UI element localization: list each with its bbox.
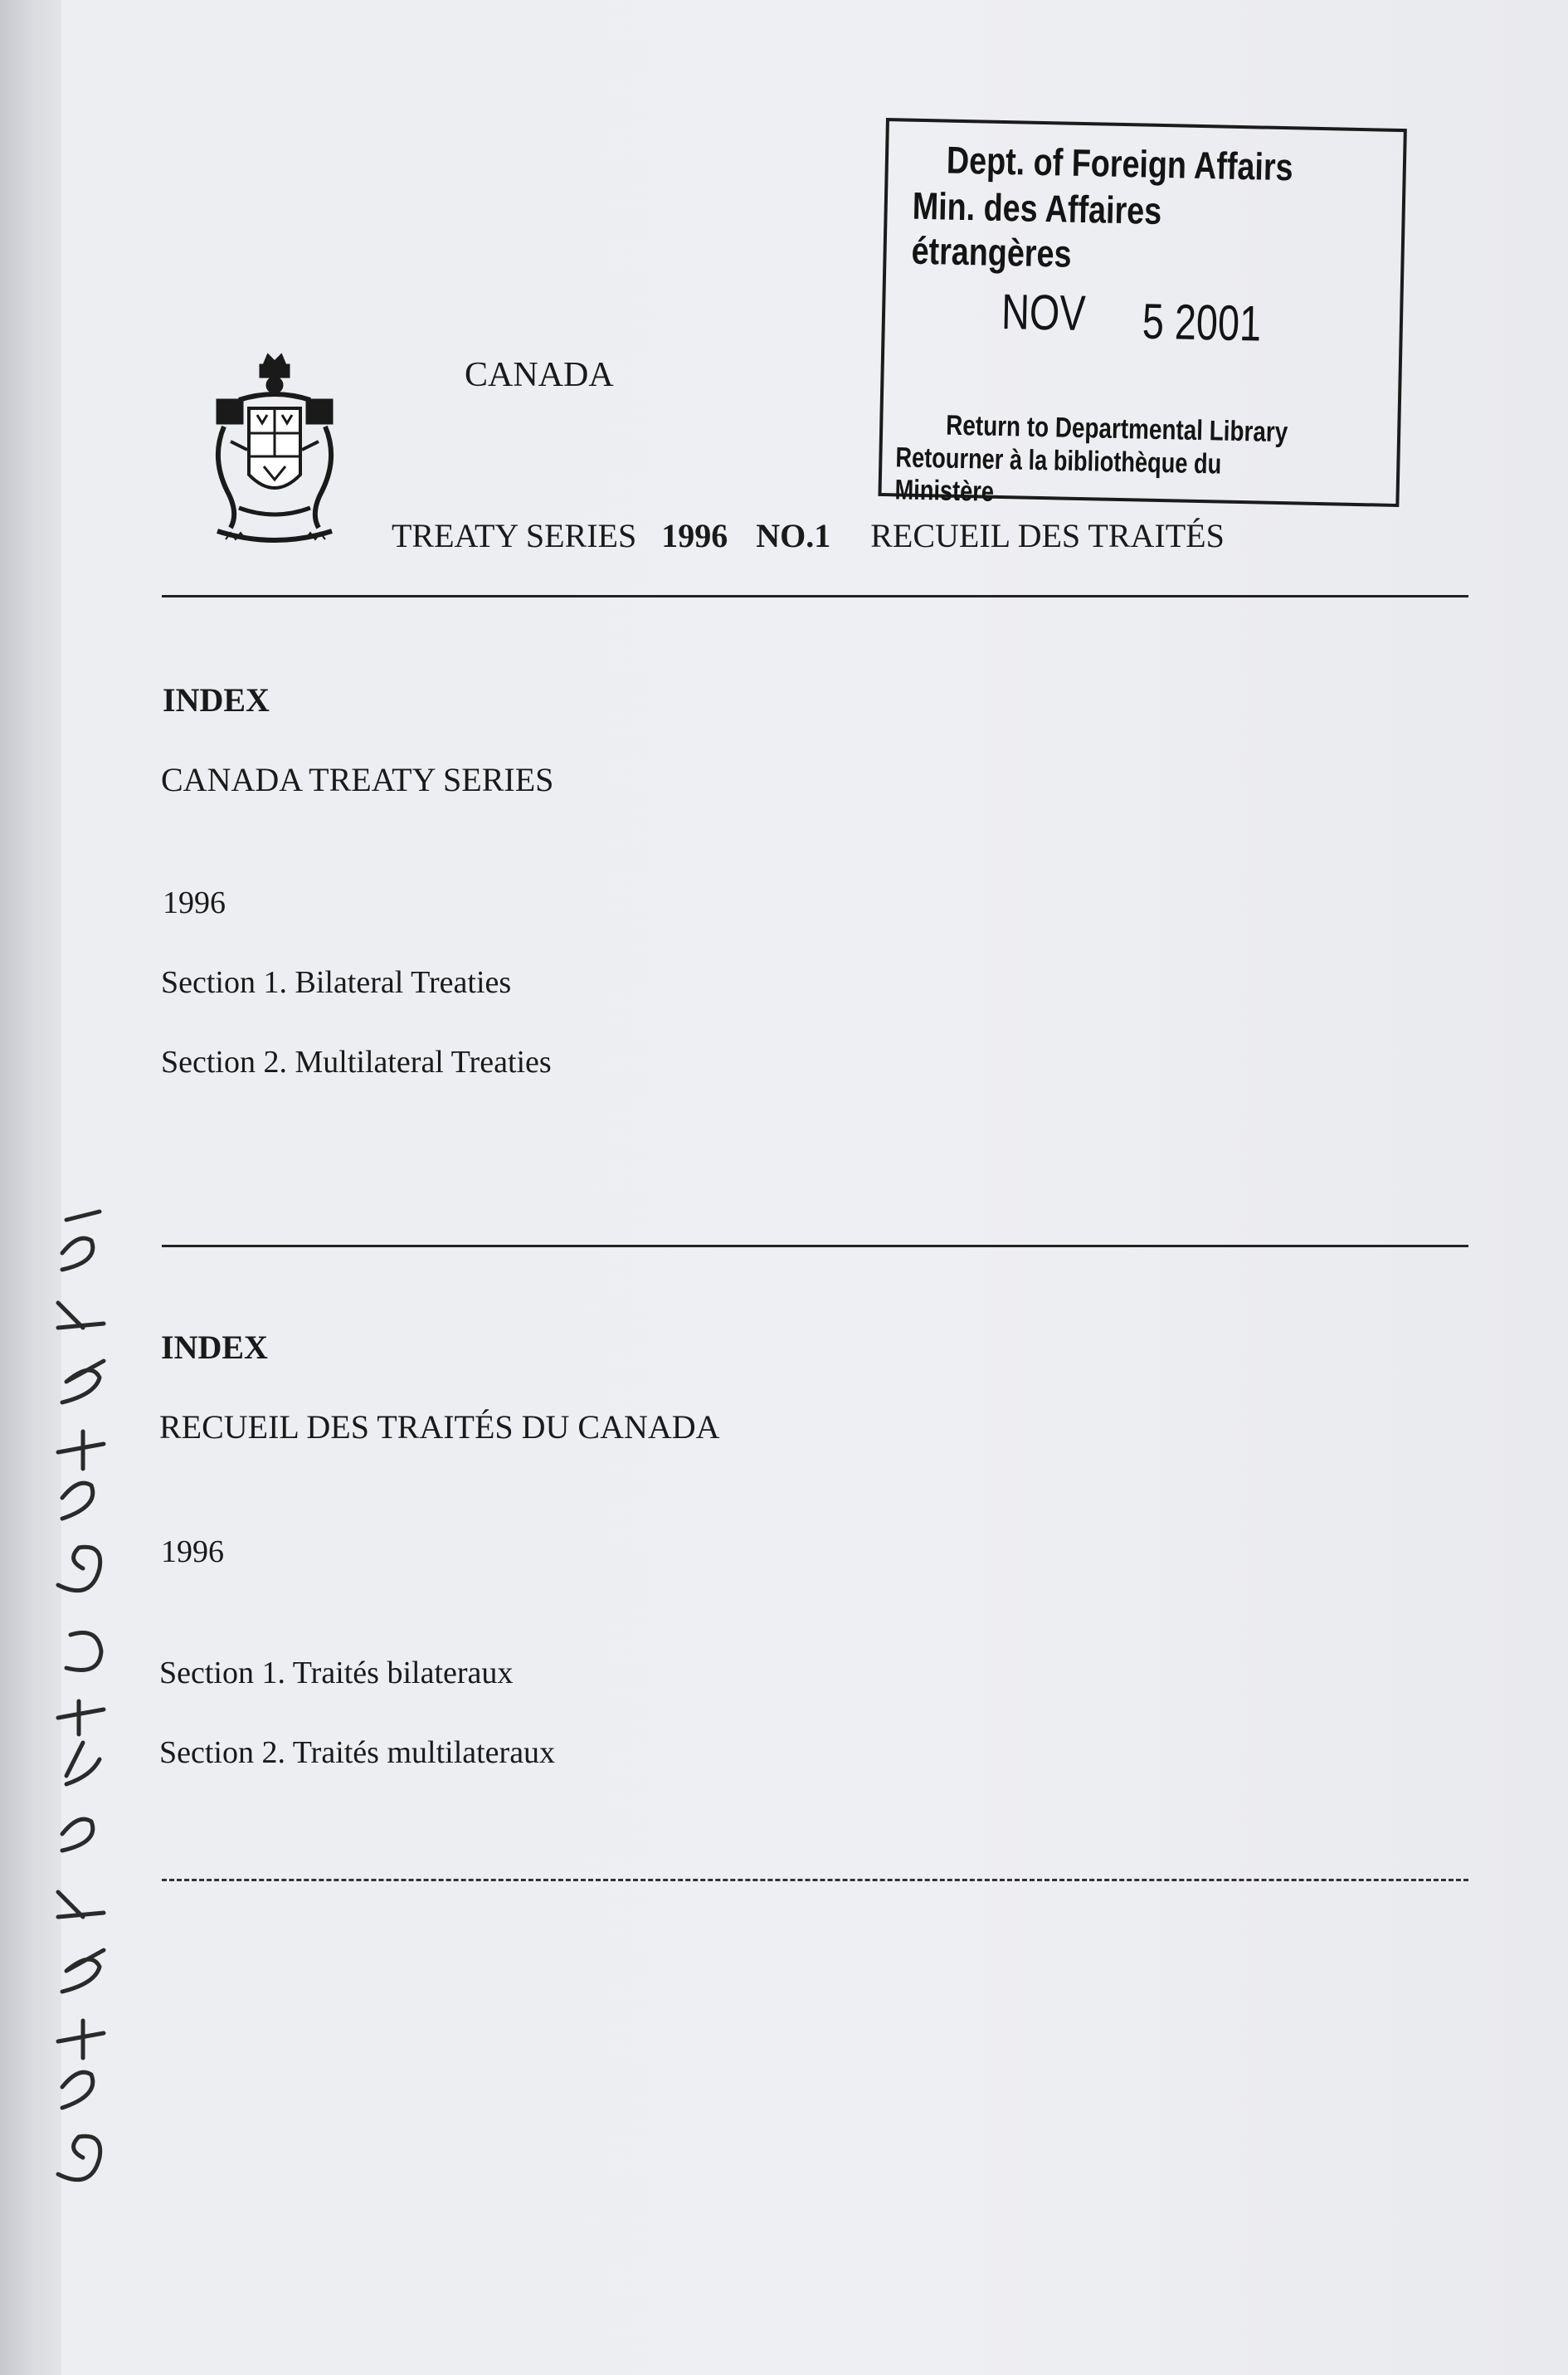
divider-bottom <box>162 1879 1468 1881</box>
section1-fr: Section 1. Traités bilateraux <box>159 1656 514 1690</box>
treaty-series-line <box>392 516 1225 555</box>
divider-top <box>162 595 1468 597</box>
divider-middle <box>162 1245 1468 1247</box>
section1-en: Section 1. Bilateral Treaties <box>161 965 512 1000</box>
index-heading-fr: INDEX <box>161 1329 268 1366</box>
library-stamp <box>878 118 1406 507</box>
index-heading-en: INDEX <box>163 681 270 719</box>
stamp-line-1: Dept. of Foreign Affairs <box>946 138 1294 189</box>
series-year: 1996 <box>661 517 728 554</box>
country-heading: CANADA <box>465 356 614 394</box>
section2-en: Section 2. Multilateral Treaties <box>161 1045 552 1080</box>
stamp-line-3: Return to Departmental Library <box>945 409 1288 449</box>
stamp-month: NOV <box>1001 283 1087 342</box>
coat-of-arms-icon <box>206 350 343 549</box>
index-title-en: CANADA TREATY SERIES <box>161 761 554 798</box>
series-number: NO.1 <box>756 517 831 554</box>
index-title-fr: RECUEIL DES TRAITÉS DU CANADA <box>159 1408 720 1446</box>
stamp-line-2: Min. des Affaires étrangères <box>911 183 1162 276</box>
series-french: RECUEIL DES TRAITÉS <box>870 517 1225 554</box>
handwritten-note <box>33 1203 124 2199</box>
section2-fr: Section 2. Traités multilateraux <box>159 1735 556 1770</box>
index-year-en: 1996 <box>163 885 226 920</box>
index-year-fr: 1996 <box>161 1534 224 1569</box>
stamp-day-year: 5 2001 <box>1142 293 1262 352</box>
series-prefix: TREATY SERIES <box>392 517 637 554</box>
stamp-line-4: Retourner à la bibliothèque du Ministère <box>894 441 1222 508</box>
